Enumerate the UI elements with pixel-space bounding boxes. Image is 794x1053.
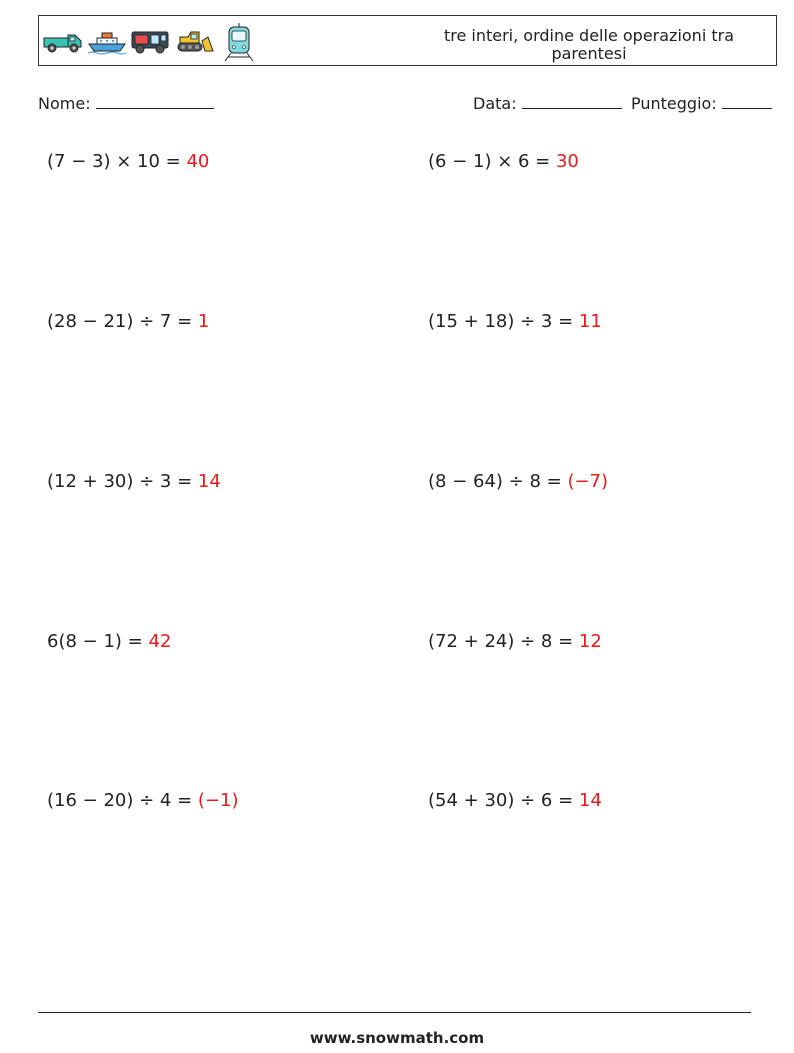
- pickup-truck-icon: [43, 29, 83, 55]
- problem-answer: 30: [555, 151, 579, 172]
- problem-answer: 1: [197, 311, 210, 332]
- boat-icon: [87, 29, 127, 55]
- problem-answer: 14: [197, 471, 221, 492]
- problem-answer: (−7): [567, 471, 609, 492]
- problem-answer: 42: [148, 631, 172, 652]
- problem-expression: (15 + 18) ÷ 3 =: [428, 311, 579, 332]
- problem-expression: (54 + 30) ÷ 6 =: [428, 790, 579, 811]
- problem-8: [428, 631, 602, 652]
- worksheet-title: tre interi, ordine delle operazioni tra parentesi: [443, 26, 735, 63]
- vehicle-icons: [43, 22, 259, 62]
- problem-2: [428, 151, 579, 172]
- problem-6: [428, 471, 608, 492]
- score-label: Punteggio:: [631, 94, 717, 113]
- problem-expression: (8 − 64) ÷ 8 =: [428, 471, 568, 492]
- problem-answer: 12: [578, 631, 602, 652]
- footer-url: www.snowmath.com: [309, 1029, 485, 1047]
- problem-answer: 11: [578, 311, 602, 332]
- problem-expression: (6 − 1) × 6 =: [428, 151, 556, 172]
- problem-answer: (−1): [197, 790, 239, 811]
- name-blank[interactable]: [96, 94, 214, 109]
- problem-9: [47, 790, 238, 811]
- header-box: [38, 15, 777, 66]
- problem-expression: (16 − 20) ÷ 4 =: [47, 790, 198, 811]
- problem-expression: (72 + 24) ÷ 8 =: [428, 631, 579, 652]
- date-blank[interactable]: [522, 94, 622, 109]
- date-label: Data:: [473, 94, 517, 113]
- problem-answer: 14: [578, 790, 602, 811]
- bulldozer-icon: [175, 29, 215, 55]
- score-field: [631, 94, 772, 113]
- problem-10: [428, 790, 602, 811]
- score-blank[interactable]: [722, 94, 772, 109]
- camper-van-icon: [131, 29, 171, 55]
- problem-expression: (12 + 30) ÷ 3 =: [47, 471, 198, 492]
- problem-5: [47, 471, 221, 492]
- name-field: [38, 94, 214, 113]
- problem-expression: (7 − 3) × 10 =: [47, 151, 187, 172]
- date-field: [473, 94, 622, 113]
- tram-icon: [219, 22, 259, 62]
- problem-4: [428, 311, 602, 332]
- footer-divider: [38, 1012, 751, 1013]
- name-label: Nome:: [38, 94, 91, 113]
- problem-answer: 40: [186, 151, 210, 172]
- problem-expression: 6(8 − 1) =: [47, 631, 149, 652]
- problem-expression: (28 − 21) ÷ 7 =: [47, 311, 198, 332]
- problem-7: [47, 631, 171, 652]
- problem-1: [47, 151, 209, 172]
- problem-3: [47, 311, 209, 332]
